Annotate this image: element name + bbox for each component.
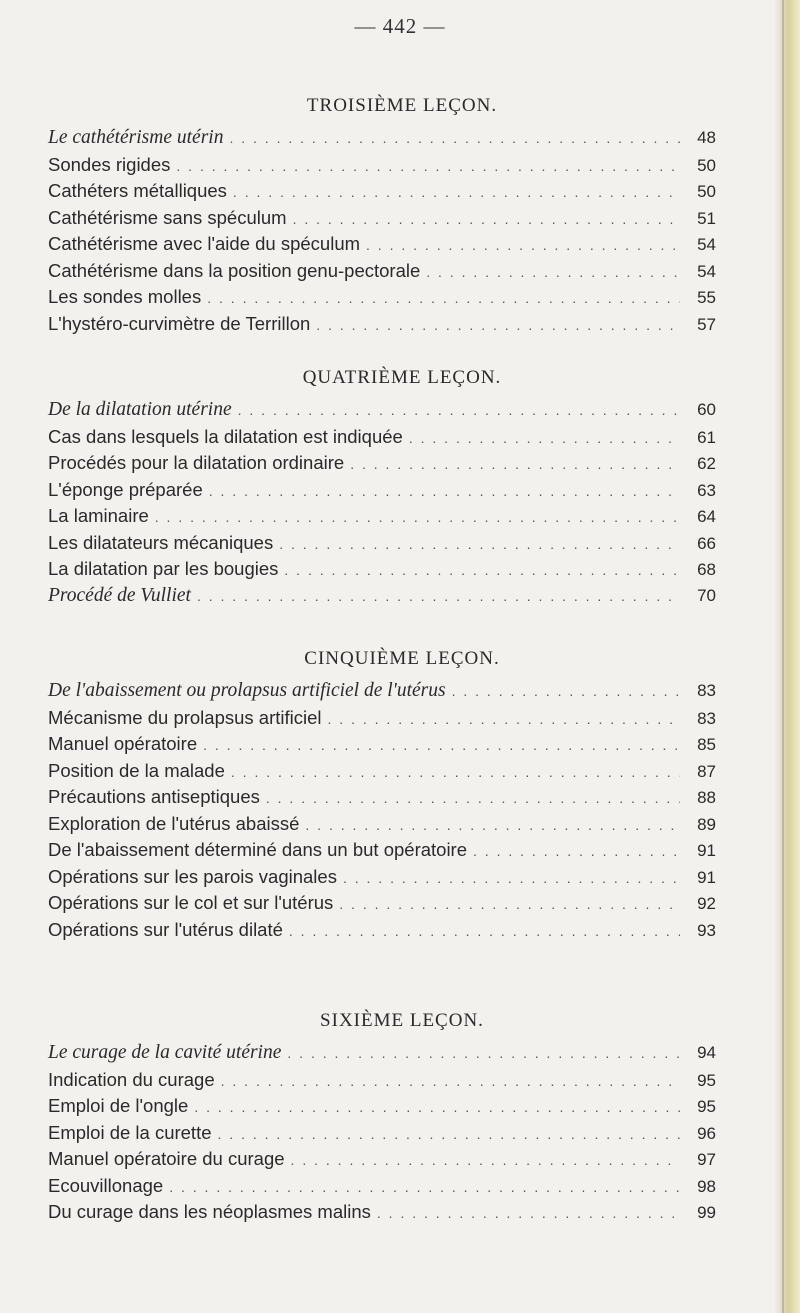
entry-label: Manuel opératoire du curage (48, 1148, 285, 1169)
entry-label: Mécanisme du prolapsus artificiel (48, 706, 322, 728)
entry-page-number: 94 (697, 1043, 716, 1062)
entry-page-number: 93 (697, 920, 716, 940)
entry-page-number: 66 (697, 533, 716, 553)
entry-page-number: 54 (697, 261, 716, 281)
section-title: SIXIÈME LEÇON. (320, 1010, 484, 1031)
entry-label: Opérations sur le col et sur l'utérus (48, 892, 334, 913)
entry-label: Indication du curage (48, 1068, 215, 1090)
entry-label: Procédé de Vulliet (48, 584, 191, 606)
entry-page-number: 96 (697, 1123, 716, 1143)
entry-label: L'éponge préparée (48, 478, 203, 500)
entry-page-number: 91 (697, 841, 716, 860)
toc-entry (48, 127, 716, 154)
entry-page-number: 64 (697, 507, 716, 526)
page-number: — 442 — (354, 14, 446, 38)
toc-entry (48, 760, 716, 787)
dot-leader (328, 711, 680, 727)
entry-page-number: 89 (697, 814, 716, 834)
entry-label: Ecouvillonage (48, 1174, 164, 1196)
entry-page-number: 63 (697, 480, 716, 500)
section-title: QUATRIÈME LEÇON. (302, 367, 502, 388)
dot-leader (221, 1073, 680, 1089)
toc-entry (48, 426, 716, 453)
entry-label: Position de la malade (48, 759, 225, 781)
entry-label: Procédés pour la dilatation ordinaire (48, 452, 345, 473)
page-edge-line (782, 0, 784, 1313)
entry-page-number: 57 (697, 314, 716, 334)
entry-page-number: 68 (697, 560, 716, 579)
entry-page-number: 99 (697, 1203, 716, 1222)
toc-entry (48, 892, 716, 919)
entry-label: Le curage de la cavité utérine (48, 1042, 282, 1063)
toc-entry (48, 1095, 716, 1122)
toc-entry (48, 479, 716, 506)
section-title: TROISIÈME LEÇON. (306, 95, 498, 116)
entry-page-number: 83 (697, 708, 716, 728)
dot-leader (176, 158, 680, 174)
entry-label: La dilatation par les bougies (48, 558, 279, 579)
entry-label: Sondes rigides (48, 153, 171, 175)
toc-entry (48, 532, 716, 559)
entry-page-number: 61 (697, 427, 716, 447)
dot-leader (233, 184, 680, 200)
section-title: CINQUIÈME LEÇON. (304, 648, 500, 669)
toc-entry (48, 558, 716, 585)
dot-leader (209, 483, 680, 499)
toc-entry (48, 866, 716, 893)
entry-label: Emploi de l'ongle (48, 1095, 189, 1116)
entry-page-number: 87 (697, 761, 716, 781)
dot-leader (350, 456, 680, 472)
entry-page-number: 51 (697, 208, 716, 228)
entry-label: La laminaire (48, 505, 149, 526)
page-edge-shadow (774, 0, 800, 1313)
dot-leader (289, 923, 680, 939)
toc-entry (48, 233, 716, 260)
dot-leader (207, 290, 680, 306)
toc-entry (48, 154, 716, 181)
entry-label: Cathétérisme dans la position genu-pectorale (48, 259, 421, 281)
dot-leader (343, 870, 680, 886)
entry-label: Exploration de l'utérus abaissé (48, 812, 300, 834)
entry-page-number: 92 (697, 894, 716, 913)
toc-section (48, 95, 716, 339)
toc-entry (48, 680, 716, 707)
entry-label: Emploi de la curette (48, 1121, 212, 1143)
dot-leader (291, 1152, 680, 1168)
entry-label: De l'abaissement ou prolapsus artificiel de l'utérus (48, 680, 446, 701)
entry-label: Cas dans lesquels la dilatation est indiquée (48, 425, 403, 447)
entry-page-number: 50 (697, 155, 716, 175)
entry-page-number: 98 (697, 1176, 716, 1196)
entry-page-number: 54 (697, 235, 716, 254)
entry-page-number: 95 (697, 1097, 716, 1116)
entry-label: Du curage dans les néoplasmes malins (48, 1201, 371, 1222)
entry-label: Cathétérisme avec l'aide du spéculum (48, 233, 361, 254)
dot-leader (203, 737, 680, 753)
entry-label: Les sondes molles (48, 286, 202, 307)
dot-leader (287, 1045, 680, 1061)
dot-leader (238, 402, 680, 418)
entry-page-number: 48 (697, 128, 716, 147)
entry-page-number: 91 (697, 867, 716, 887)
dot-leader (473, 843, 680, 859)
entry-label: Le cathétérisme utérin (48, 127, 224, 148)
dot-leader (426, 264, 680, 280)
toc-section (48, 1010, 716, 1228)
entry-label: De l'abaissement déterminé dans un but opératoire (48, 839, 468, 860)
dot-leader (229, 130, 680, 146)
dot-leader (266, 790, 680, 806)
toc-entry (48, 1069, 716, 1096)
toc-entry (48, 707, 716, 734)
entry-label: Manuel opératoire (48, 733, 198, 754)
entry-label: De la dilatation utérine (48, 399, 232, 420)
entry-label: Cathéters métalliques (48, 180, 227, 201)
toc-entry (48, 733, 716, 760)
dot-leader (194, 1099, 680, 1115)
toc-entry (48, 399, 716, 426)
entry-label: Opérations sur les parois vaginales (48, 865, 337, 887)
dot-leader (155, 509, 680, 525)
dot-leader (339, 896, 680, 912)
entry-label: Opérations sur l'utérus dilaté (48, 918, 283, 940)
toc-entry (48, 1175, 716, 1202)
toc-entry (48, 1122, 716, 1149)
dot-leader (293, 211, 680, 227)
dot-leader (366, 237, 680, 253)
toc-section (48, 367, 716, 611)
toc-entry (48, 1148, 716, 1175)
dot-leader (279, 536, 680, 552)
entry-page-number: 55 (697, 288, 716, 307)
entry-label: Précautions antiseptiques (48, 786, 260, 807)
dot-leader (409, 430, 680, 446)
entry-label: Cathétérisme sans spéculum (48, 206, 287, 228)
entry-page-number: 70 (697, 585, 716, 605)
entry-page-number: 83 (697, 681, 716, 700)
dot-leader (231, 764, 680, 780)
toc-entry (48, 919, 716, 946)
toc-entry (48, 180, 716, 207)
dot-leader (169, 1179, 680, 1195)
dot-leader (377, 1205, 680, 1221)
entry-page-number: 62 (697, 454, 716, 473)
entry-page-number: 85 (697, 735, 716, 754)
toc-entry (48, 452, 716, 479)
dot-leader (316, 317, 680, 333)
dot-leader (197, 588, 680, 604)
toc-section (48, 648, 716, 945)
toc-entry (48, 505, 716, 532)
entry-label: L'hystéro-curvimètre de Terrillon (48, 312, 311, 334)
entry-page-number: 60 (697, 400, 716, 419)
toc-entry (48, 585, 716, 612)
toc-entry (48, 1201, 716, 1228)
toc-entry (48, 813, 716, 840)
toc-entry (48, 286, 716, 313)
toc-entry (48, 260, 716, 287)
entry-page-number: 50 (697, 182, 716, 201)
toc-entry (48, 207, 716, 234)
dot-leader (305, 817, 680, 833)
toc-entry (48, 786, 716, 813)
dot-leader (452, 683, 680, 699)
dot-leader (284, 562, 680, 578)
entry-page-number: 95 (697, 1070, 716, 1090)
entry-label: Les dilatateurs mécaniques (48, 531, 274, 553)
toc-entry (48, 839, 716, 866)
toc-entry (48, 313, 716, 340)
dot-leader (218, 1126, 680, 1142)
toc-entry (48, 1042, 716, 1069)
entry-page-number: 97 (697, 1150, 716, 1169)
entry-page-number: 88 (697, 788, 716, 807)
